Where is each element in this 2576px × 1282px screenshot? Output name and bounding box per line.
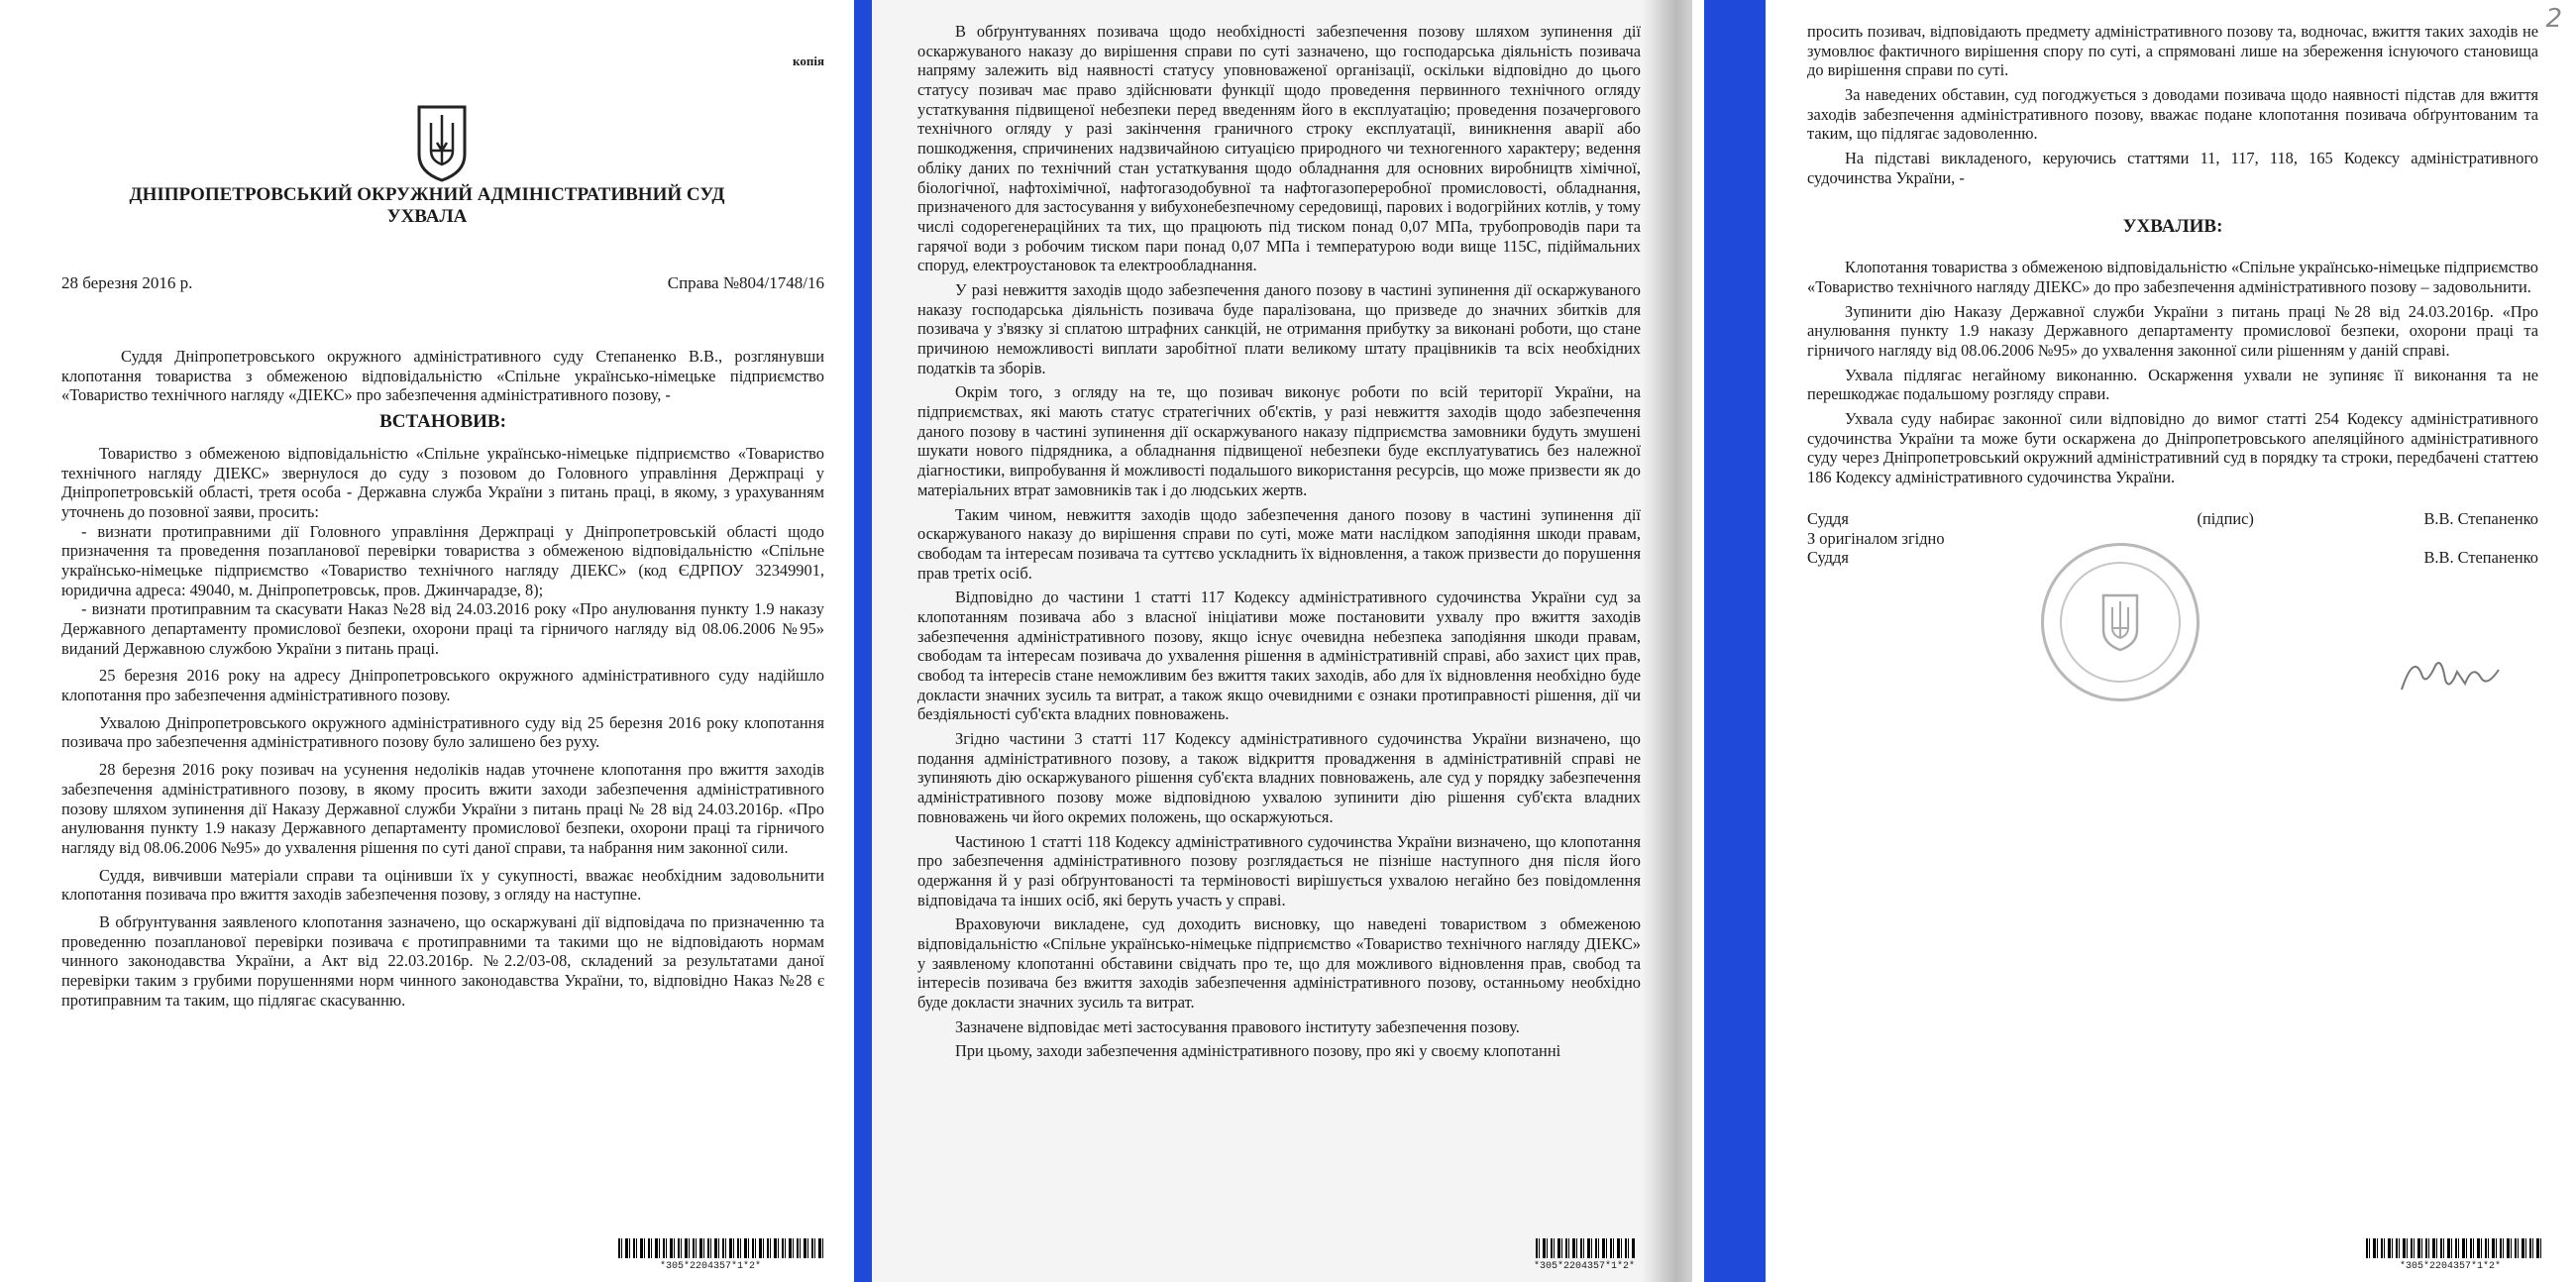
paragraph: В обґрунтування заявленого клопотання зазначено, що оскаржувані дії відповідача по призначенню та проведенню позапланової перевірки позивача є протиправними та такими що не відповідають нормам чинного законодавства України, а Акт від 22.03.2016р. №2.2/03-08, складений за результатами даної перевірки таким з грубими порушеннями норм чинного законодавства України, то, відповідно Наказ №28 є протиправним та таким, що підлягає скасуванню. xyxy=(61,911,824,1010)
page-3-body xyxy=(1807,22,2538,568)
page-2-body xyxy=(917,22,1641,1061)
paragraph: Ухвала суду набирає законної сили відповідно до вимог статті 254 Кодексу адміністративного судочинства України та може бути оскаржена до Дніпропетровського апеляційного адміністративного суду через Дніпропетровський окружний адміністративний суд в порядку та строки, передбачені статтею 186 Кодексу адміністративного судочинства України. xyxy=(1807,409,2538,487)
signer-name: В.В. Степаненко xyxy=(2423,548,2538,568)
paragraph: Частиною 1 статті 118 Кодексу адміністративного судочинства України визначено, що клопотання про забезпечення адміністративного позову розглядається не пізніше наступного дня після його одержання й у разі обґрунтованості та терміновості вирішується ухвалою негайно без повідомлення відповідача та інших осіб, які беруть участь у справі. xyxy=(917,831,1641,909)
page-1-body xyxy=(61,347,824,1010)
original-note: З оригіналом згідно xyxy=(1807,528,1945,548)
case-number: Справа №804/1748/16 xyxy=(667,273,824,292)
court-header xyxy=(0,184,854,229)
paragraph: При цьому, заходи забезпечення адміністративного позову, про які у своєму клопотанні xyxy=(955,1041,1561,1061)
paragraph: Ухвала підлягає негайному виконанню. Оскарження ухвали не зупиняє її виконання та не перешкоджає подальшому розгляду справи. xyxy=(1807,365,2538,404)
signer-name: В.В. Степаненко xyxy=(2423,508,2538,528)
signature-block xyxy=(1807,509,2538,568)
paragraph: Клопотання товариства з обмеженою відповідальністю «Спільне українсько-німецьке підприємство «Товариство технічного нагляду ДІЕКС» до про забезпечення адміністративного позову – задовольнити. xyxy=(1807,258,2538,296)
paragraph: Зупинити дію Наказу Державної служби України з питань праці №28 від 24.03.2016р. «Про анулювання пункту 1.9 наказу Державного департаменту промислової безпеки, охорони праці та гірничого нагляду від 08.06.2006 №95» до ухвалення законної сили рішенням у даній справі. xyxy=(1807,301,2538,361)
barcode-number: *305*2204357*1*2* xyxy=(660,1261,762,1272)
page-number: 2 xyxy=(2545,4,2562,34)
copy-mark: копія xyxy=(793,53,824,68)
paragraph: Окрім того, з огляду на те, що позивач виконує роботи по всій території України, на підприємствах, які мають статус стратегічних об'єктів, у разі невжиття заходів щодо забезпечення даного позову в частині зупинення дії оскаржуваного наказу підприємства замовники будуть змушені шукати нового підрядника, а обладнання підвищеної небезпеки буде експлуатуватись без належної діагностики, випробування й можливості подальшого використання ресурсів, що може призвести як до матеріальних втрат замовників так і до людських жертв. xyxy=(917,382,1641,499)
paragraph: Враховуючи викладене, суд доходить висновку, що наведені товариством з обмеженою відповідальністю «Спільне українсько-німецьке підприємство «Товариство технічного нагляду ДІЕКС» у заявленому клопотанні обставини свідчать про те, що для можливого відновлення прав, свобод та інтересів позивача без вжиття заходів забезпечення адміністративного позову, останньому необхідно буде докласти значних зусиль та витрат. xyxy=(917,914,1641,1012)
document-type: УХВАЛА xyxy=(386,206,468,228)
handwritten-signature xyxy=(2396,644,2515,703)
document-date: 28 березня 2016 р. xyxy=(61,273,193,292)
court-name: ДНІПРОПЕТРОВСЬКИЙ ОКРУЖНИЙ АДМІНІСТРАТИВНИЙ СУД xyxy=(129,184,725,205)
signer-role: Суддя xyxy=(1807,548,1849,568)
stamp-coat-of-arms-icon xyxy=(2100,592,2140,652)
paragraph: Таким чином, невжиття заходів щодо забезпечення даного позову в частині зупинення дії оскаржуваного наказу до вирішення справи по суті, може мати наслідком заподіяння шкоди правам, свободам та інтересам позивача та суттєво ускладнить їх відновлення, а також призвести до порушення прав третіх осіб. xyxy=(917,504,1641,583)
list-item: - визнати протиправними дії Головного управління Держпраці у Дніпропетровській області щодо призначення та проведення позапланової перевірки товариства з обмеженою відповідальністю «Спільне українсько-німецьке підприємство «Товариство технічного нагляду ДІЕКС» (код ЄДРПОУ 32349901, юридична адреса: 49040, м. Дніпропетровськ, пров. Джинчарадзе, 8); xyxy=(61,521,824,599)
paragraph: В обґрунтуваннях позивача щодо необхідності забезпечення позову шляхом зупинення дії оскаржуваного наказу до вирішення справи по суті зазначено, що господарська діяльність позивача напряму залежить від наявності статусу уповноваженої організації, оскільки відповідно до цього статусу позивач має право здійснювати функції щодо проведення первинного технічного огляду устаткування підвищеної небезпеки перед введенням його в експлуатацію; проведення позачергового технічного огляду у разі закінчення граничного строку експлуатації, виникнення аварії або пошкодження, спричинених надзвичайною ситуацією природного чи техногенного характеру; ведення обліку даних по технічний стан устаткування щодо обладнання для основних виробництв хімічної, біологічної, нафтохімічної, нафтогазодобувної та нафтогазопереробної промисловості, обладнання, призначеного для застосування у вибухонебезпечному середовищі, парових і водогрійних котлів, у тому числі содорегенераційних та тих, що працюють під тиском понад 0,07 МПа, трубопроводів пари та гарячої води з робочим тиском пари понад 0,07 МПа і температурою води вище 115С, підіймальних споруд, електроустановок та електрообладнання. xyxy=(917,22,1641,275)
paragraph: Товариство з обмеженою відповідальністю «Спільне українсько-німецьке підприємство «Товариство технічного нагляду ДІЕКС» звернулося до суду з позовом до Головного управління Держпраці у Дніпропетровській області, третя особа - Державна служба України з питань праці, в якому, з урахуванням уточнень до позовної заяви, просить: xyxy=(61,443,824,521)
paragraph: Суддя, вивчивши матеріали справи та оцінивши їх у сукупності, вважає необхідним задовольнити клопотання позивача про вжиття заходів забезпечення позову, з огляду на наступне. xyxy=(61,865,824,905)
date-line xyxy=(61,273,824,293)
paragraph: За наведених обставин, суд погоджується з доводами позивача щодо наявності підстав для вжиття заходів забезпечення адміністративного позову, вважає подане клопотання позивача обґрунтованим та таким, що підлягає задоволенню. xyxy=(1807,85,2538,144)
section-heading: УХВАЛИВ: xyxy=(2122,215,2223,237)
paragraph: На підставі викладеного, керуючись статтями 11, 117, 118, 165 Кодексу адміністративного судочинства України, - xyxy=(1807,149,2538,187)
paragraph: Ухвалою Дніпропетровського окружного адміністративного суду від 25 березня 2016 року клопотання позивача про забезпечення адміністративного позову було залишено без руху. xyxy=(61,712,824,752)
signature-placeholder: (підпис) xyxy=(2197,508,2254,528)
coat-of-arms-icon xyxy=(415,103,469,182)
page-1 xyxy=(0,0,854,1282)
signer-role: Суддя xyxy=(1807,508,1849,528)
paragraph: Зазначене відповідає меті застосування правового інституту забезпечення позову. xyxy=(955,1016,1520,1036)
paragraph: 25 березня 2016 року на адресу Дніпропетровського окружного адміністративного суду надійшло клопотання про забезпечення адміністративного позову. xyxy=(61,666,824,705)
paragraph: просить позивач, відповідають предмету адміністративного позову та, водночас, вжиття таких заходів не зумовлює фактичного вирішення спору по суті, а спрямовані лише на збереження існуючого становища до вирішення справи по суті. xyxy=(1807,22,2538,80)
intro-paragraph: Суддя Дніпропетровського окружного адміністративного суду Степаненко В.В., розглянувши клопотання товариства з обмеженою відповідальністю «Спільне українсько-німецьке підприємство «Товариство технічного нагляду «ДІЕКС» про забезпечення адміністративного позову, - xyxy=(61,347,824,405)
paragraph: Згідно частини 3 статті 117 Кодексу адміністративного судочинства України визначено, що подання адміністративного позову, а також відкриття провадження в адміністративній справі не зупиняють дію оскаржуваного рішення суб'єкта владних повноважень, але суд у порядку забезпечення адміністративного позову може відповідною ухвалою зупинити дію рішення суб'єкта владних повноважень чи його окремих положень, що оскаржуються. xyxy=(917,729,1641,826)
barcode-number: *305*2204357*1*2* xyxy=(1534,1261,1636,1272)
signature-row xyxy=(1807,509,2538,529)
paragraph: У разі невжиття заходів щодо забезпечення даного позову в частині зупинення дії оскаржуваного наказу господарська діяльність позивача буде паралізована, що призведе до значних збитків для позивача у з'вязку зі сплатою штрафних санкцій, не отримання прибутку за виконані роботи, що стане причиною неможливості виплати заробітної плати великому штату працівників та всіх необхідних податків та зборів. xyxy=(917,279,1641,377)
barcode xyxy=(2366,1238,2544,1258)
section-heading: ВСТАНОВИВ: xyxy=(379,411,506,433)
barcode xyxy=(618,1238,826,1258)
page-2 xyxy=(872,0,1704,1282)
list-item: - визнати протиправним та скасувати Наказ №28 від 24.03.2016 року «Про анулювання пункту 1.9 наказу Державного департаменту промислової безпеки, охорони праці та гірничого нагляду від 08.06.2006 №95» виданий Державною службою України з питань праці. xyxy=(61,599,824,658)
page-edge xyxy=(1692,0,1704,1282)
paragraph: Відповідно до частини 1 статті 117 Кодексу адміністративного судочинства України суд за клопотанням позивача або з власної ініціативи може постановити ухвалу про вжиття заходів забезпечення адміністративного позову, якщо існує очевидна небезпека заподіяння шкоди правам, свободам та інтересам позивача до ухвалення рішення в адміністративній справі, або захист цих прав, свобод та інтересів стане неможливим без вжиття таких заходів, або для їх відновлення необхідно буде докласти значних зусиль та витрат, а також якщо очевидними є ознаки протиправності рішення, дії чи бездіяльності суб'єкта владних повноважень. xyxy=(917,588,1641,724)
paragraph: 28 березня 2016 року позивач на усунення недоліків надав уточнене клопотання про вжиття заходів забезпечення адміністративного позову, в якому просить вжити заходи забезпечення адміністративного позову шляхом зупинення дії Наказу Державної служби України з питань праці № 28 від 24.03.2016р. «Про анулювання пункту 1.9 наказу Державного департаменту промислової безпеки, охорони праці та гірничого нагляду від 08.06.2006 №95» до ухвалення рішення по суті даної справи, та набрання ним законної сили. xyxy=(61,760,824,857)
barcode xyxy=(1536,1238,1635,1258)
barcode-number: *305*2204357*1*2* xyxy=(2400,1261,2502,1272)
